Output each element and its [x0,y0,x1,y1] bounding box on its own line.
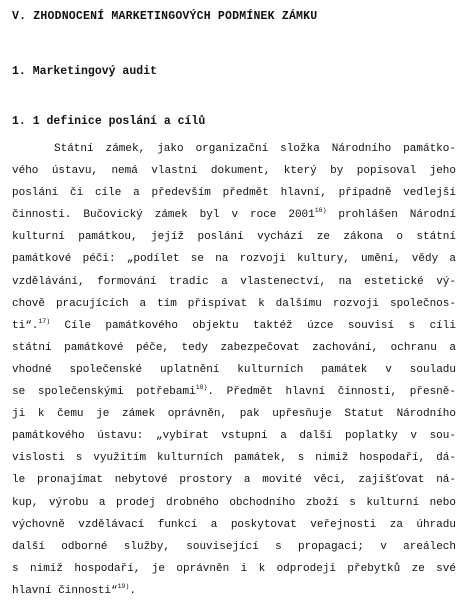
chapter-heading: V. ZHODNOCENÍ MARKETINGOVÝCH PODMÍNEK ZÁMKU [12,10,318,23]
text-segment: kulturní památkou, jejíž poslání vychází ze zákona o státní [12,231,456,244]
footnote-reference: 16) [314,207,327,215]
body-paragraph [12,138,456,602]
paragraph-line [12,293,456,315]
subsection-heading: 1. 1 definice poslání a cílů [12,115,206,128]
text-segment: Cíle památkového objektu taktéž úzce souvisí s cíli [50,319,456,332]
text-segment: činnosti. Bučovický zámek byl v roce 2001 [12,209,315,222]
paragraph-line [12,492,456,514]
text-segment: hlavní činnosti“ [12,584,118,597]
section-heading: 1. Marketingový audit [12,65,157,78]
paragraph-line [12,182,456,204]
footnote-reference: 17) [38,317,51,325]
text-segment: prohlášen Národní [326,209,456,222]
paragraph-line [12,514,456,536]
paragraph-line [12,536,456,558]
text-segment: památkové péči: „podílet se na rozvoji kultury, umění, vědy a [12,253,456,266]
text-segment: le pronajímat nebytové prostory a movité věci, zajišťovat ná- [12,474,456,487]
text-segment: vislosti s využitím kulturních památek, s nimiž hospodaří, dá- [12,452,456,465]
paragraph-line [12,204,456,226]
paragraph-line [12,580,456,602]
text-segment: vzdělávání, formování tradic a vlastenectví, na estetické vý- [12,275,456,288]
text-segment: státní památkové péče, tedy zabezpečovat zachování, ochranu a [12,341,456,354]
text-segment: se společenskými potřebami [12,386,196,399]
paragraph-line [12,248,456,270]
text-segment: Státní zámek, jako organizační složka Národního památko- [54,143,456,155]
paragraph-line [12,469,456,491]
paragraph-line [12,138,456,160]
text-segment: památkového ústavu: „vybírat vstupní a další poplatky v sou- [12,430,456,443]
text-segment: ti“. [12,319,39,332]
paragraph-line [12,337,456,359]
text-segment: kup, výrobu a prodej drobného obchodního zboží s kulturní nebo [12,496,456,509]
text-segment: s nimiž hospodaří, je oprávněn i k odprodeji přebytků ze své [12,562,456,575]
paragraph-line [12,403,456,425]
paragraph-line [12,381,456,403]
text-segment: výchovně vzdělávací funkcí a poskytovat veřejnosti za úhradu [12,518,456,531]
paragraph-line [12,447,456,469]
footnote-reference: 18) [195,384,208,392]
paragraph-line [12,425,456,447]
footnote-reference: 19) [117,582,130,590]
paragraph-line [12,315,456,337]
text-segment: další odborné služby, související s propagací; v areálech [12,540,456,553]
paragraph-line [12,226,456,248]
text-segment: poslání či cíle a především předmět hlavní, případně vedlejší [12,187,456,200]
paragraph-line [12,160,456,182]
paragraph-line [12,271,456,293]
text-segment: vého ústavu, nemá vlastní dokument, který by popisoval jeho [12,165,456,178]
text-segment: chově pracujících a tím přispívat k dalšímu rozvoji společnos- [12,297,456,310]
text-segment: . Předmět hlavní činnosti, přesně- [207,386,456,399]
text-segment: vhodné společenské uplatnění kulturních památek v souladu [12,363,456,376]
paragraph-line [12,558,456,580]
text-segment: ji k čemu je zámek oprávněn, pak upřesňuje Statut Národního [12,408,456,421]
paragraph-line [12,359,456,381]
text-segment: . [129,584,136,597]
